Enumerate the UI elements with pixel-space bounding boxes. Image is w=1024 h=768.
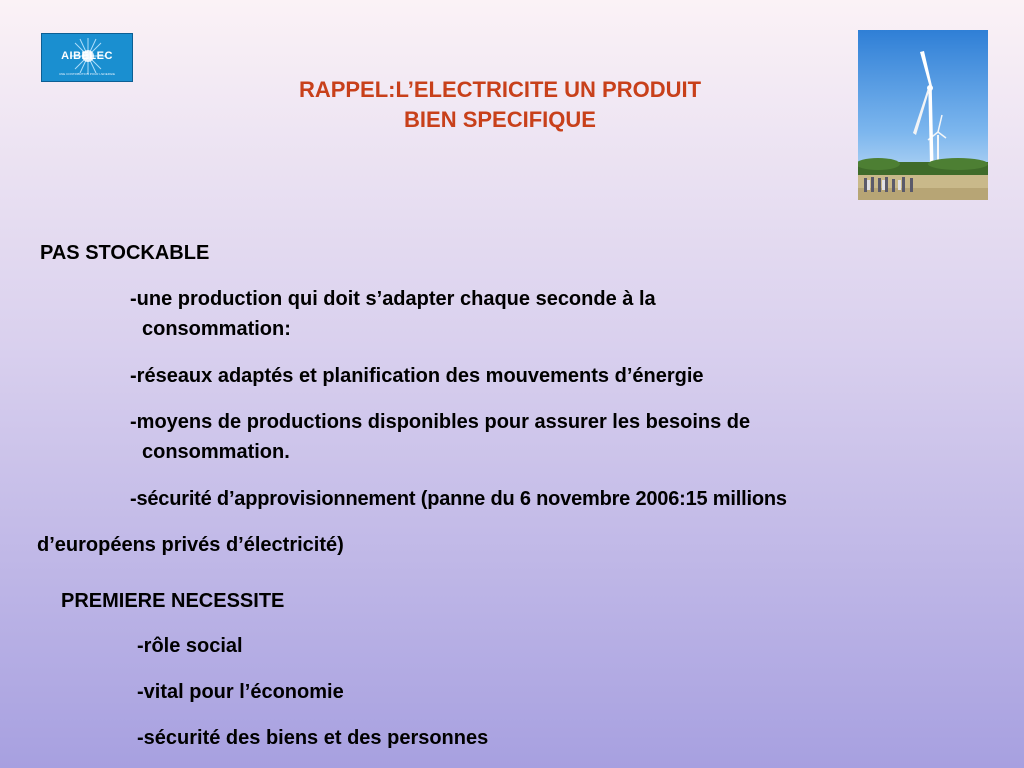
aibelec-logo bbox=[41, 33, 133, 82]
list-item: -sécurité des biens et des personnes bbox=[137, 727, 489, 749]
title-line-2: BIEN SPECIFIQUE bbox=[404, 107, 596, 132]
list-item: -sécurité d’approvisionnement (panne du 6 novembre 2006:15 millions bbox=[130, 488, 787, 510]
list-item-continuation: consommation: bbox=[142, 318, 291, 340]
wind-turbine-photo bbox=[858, 30, 988, 200]
logo-tagline: UNE CONTRIBUTION POUR L'ENERGIE bbox=[58, 72, 116, 76]
list-item: -rôle social bbox=[137, 635, 243, 657]
list-item-continuation: consommation. bbox=[142, 441, 290, 463]
title-line-1: RAPPEL:L’ELECTRICITE UN PRODUIT bbox=[298, 77, 702, 102]
list-item-continuation: d’européens privés d’électricité) bbox=[37, 534, 344, 556]
list-item: -moyens de productions disponibles pour assurer les besoins de bbox=[130, 411, 751, 433]
slide-title bbox=[190, 75, 810, 135]
list-item: -une production qui doit s’adapter chaque seconde à la bbox=[130, 288, 656, 310]
logo-text: AIBELEC bbox=[61, 50, 113, 62]
list-item: -vital pour l’économie bbox=[137, 681, 344, 703]
section-heading-necessite: PREMIERE NECESSITE bbox=[61, 590, 285, 612]
section-heading-stockable: PAS STOCKABLE bbox=[40, 242, 210, 264]
list-item: -réseaux adaptés et planification des mouvements d’énergie bbox=[130, 365, 704, 387]
